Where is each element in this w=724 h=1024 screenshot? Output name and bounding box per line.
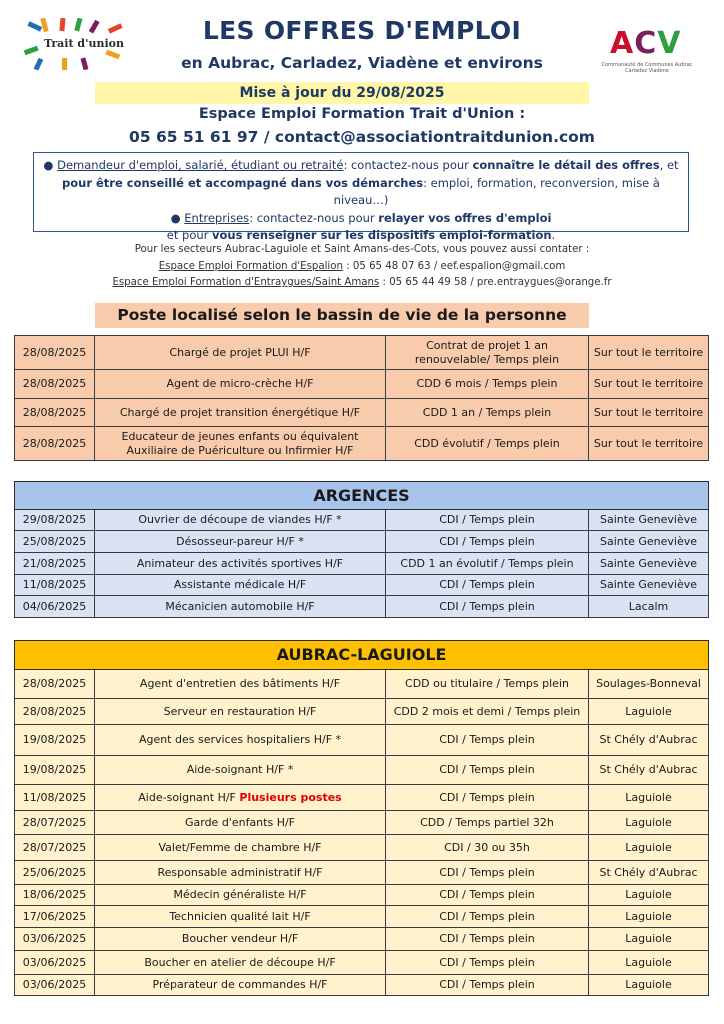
job-date: 04/06/2025	[15, 596, 95, 618]
job-contract: CDI / Temps plein	[386, 885, 589, 906]
info-jobseekers-link: Demandeur d'emploi, salarié, étudiant ou retraité	[57, 158, 344, 172]
job-title-text: Educateur de jeunes enfants ou équivalent Auxiliaire de Puériculture ou Infirmier H/F	[121, 429, 359, 457]
job-contract: CDI / Temps plein	[386, 785, 589, 811]
job-date: 28/08/2025	[15, 370, 95, 399]
job-title-text: Agent d'entretien des bâtiments H/F	[139, 677, 341, 690]
organization-name: Espace Emploi Formation Trait d'Union :	[198, 106, 526, 122]
table-row	[15, 785, 709, 811]
job-title-text: Boucher en atelier de découpe H/F	[144, 955, 336, 969]
job-title	[95, 399, 386, 427]
job-contract: CDD ou titulaire / Temps plein	[386, 670, 589, 699]
table-row	[15, 928, 709, 951]
alt-contact-espalion	[80, 259, 644, 276]
entraygues-details: : 05 65 44 49 58 / pre.entraygues@orange.fr	[379, 277, 612, 288]
acv-logo-subtitle: Communauté de Communes Aubrac Carladez Viadène	[601, 62, 693, 74]
job-contract: CDI / 30 ou 35h	[386, 835, 589, 861]
job-location: Sainte Geneviève	[589, 575, 709, 596]
table-row	[15, 336, 709, 370]
info-companies-link: Entreprises	[184, 210, 250, 225]
table-row	[15, 951, 709, 975]
info-text: , et	[659, 158, 679, 172]
page-title: LES OFFRES D'EMPLOI	[202, 16, 522, 45]
job-contract: CDD 1 an / Temps plein	[386, 399, 589, 427]
job-date: 28/08/2025	[15, 427, 95, 461]
job-location: Sur tout le territoire	[589, 370, 709, 399]
job-date: 25/06/2025	[15, 861, 95, 885]
table-row	[15, 670, 709, 699]
section-title-aubrac-laguiole: AUBRAC-LAGUIOLE	[15, 641, 709, 670]
job-date: 29/08/2025	[15, 510, 95, 531]
table-row	[15, 725, 709, 756]
info-box	[33, 152, 689, 242]
job-title	[95, 928, 386, 951]
job-location: Laguiole	[589, 835, 709, 861]
job-title-text: Agent de micro-crèche H/F	[166, 377, 314, 390]
job-title	[95, 725, 386, 756]
job-title-text: Aide-soignant H/F	[138, 790, 240, 804]
job-contract: CDI / Temps plein	[386, 575, 589, 596]
job-title	[95, 510, 386, 531]
job-contract: CDI / Temps plein	[386, 725, 589, 756]
table-row	[15, 370, 709, 399]
job-title-text: Mécanicien automobile H/F	[165, 599, 315, 613]
job-contract: CDD / Temps partiel 32h	[386, 811, 589, 835]
info-line-3: ● Entreprises: contactez-nous pour relayer vos offres d'emploi	[170, 210, 552, 225]
job-date: 11/08/2025	[15, 575, 95, 596]
table-row	[15, 427, 709, 461]
job-date: 03/06/2025	[15, 975, 95, 996]
table-row	[15, 531, 709, 553]
job-title	[95, 885, 386, 906]
job-contract: CDI / Temps plein	[386, 756, 589, 785]
job-location: Sainte Geneviève	[589, 531, 709, 553]
info-text: et pour	[166, 228, 213, 242]
job-title	[95, 531, 386, 553]
page-subtitle: en Aubrac, Carladez, Viadène et environs	[181, 54, 543, 72]
job-title	[95, 861, 386, 885]
job-location: Laguiole	[589, 785, 709, 811]
job-location: Sainte Geneviève	[589, 553, 709, 575]
info-text: : emploi, formation, reconversion, mise à niveau…)	[333, 175, 660, 207]
table-argences	[14, 481, 709, 618]
section-title-argences: ARGENCES	[15, 482, 709, 510]
job-title	[95, 670, 386, 699]
job-contract: CDI / Temps plein	[386, 596, 589, 618]
job-title	[95, 951, 386, 975]
table-row	[15, 861, 709, 885]
job-date: 11/08/2025	[15, 785, 95, 811]
job-contract: CDD 1 an évolutif / Temps plein	[386, 553, 589, 575]
job-contract: CDI / Temps plein	[386, 975, 589, 996]
alt-contact-entraygues	[80, 275, 644, 292]
job-title-text: Chargé de projet PLUI H/F	[169, 345, 311, 359]
job-location: Laguiole	[589, 885, 709, 906]
job-title	[95, 336, 386, 370]
info-bold: pour être conseillé et accompagné dans vos démarches	[62, 175, 424, 190]
trait-d-union-logo-text: Trait d'union	[44, 37, 124, 50]
job-date: 25/08/2025	[15, 531, 95, 553]
table-row	[15, 975, 709, 996]
job-title-text: Préparateur de commandes H/F	[152, 978, 328, 991]
job-date: 18/06/2025	[15, 885, 95, 906]
job-title-text: Valet/Femme de chambre H/F	[158, 840, 322, 854]
job-contract: CDD 6 mois / Temps plein	[386, 370, 589, 399]
job-title	[95, 596, 386, 618]
alternative-contacts	[80, 242, 644, 292]
job-location: Laguiole	[589, 906, 709, 928]
job-title	[95, 699, 386, 725]
job-date: 28/07/2025	[15, 811, 95, 835]
job-date: 28/07/2025	[15, 835, 95, 861]
table-row	[15, 811, 709, 835]
job-location: St Chély d'Aubrac	[589, 725, 709, 756]
job-multiple-positions-badge: Plusieurs postes	[239, 790, 342, 804]
job-title	[95, 575, 386, 596]
table-row	[15, 699, 709, 725]
job-date: 21/08/2025	[15, 553, 95, 575]
job-date: 28/08/2025	[15, 336, 95, 370]
espalion-link[interactable]: Espace Emploi Formation d'Espalion	[158, 260, 343, 272]
job-contract: CDI / Temps plein	[386, 951, 589, 975]
table-row	[15, 575, 709, 596]
job-title	[95, 553, 386, 575]
job-contract: CDI / Temps plein	[386, 510, 589, 531]
update-date: Mise à jour du 29/08/2025	[95, 82, 589, 104]
entraygues-link[interactable]: Espace Emploi Formation d'Entraygues/Saint Amans	[112, 277, 380, 288]
job-date: 28/08/2025	[15, 670, 95, 699]
job-title	[95, 785, 386, 811]
job-location: St Chély d'Aubrac	[589, 861, 709, 885]
job-contract: CDD évolutif / Temps plein	[386, 427, 589, 461]
job-title-text: Assistante médicale H/F	[173, 578, 307, 591]
job-contract: CDI / Temps plein	[386, 531, 589, 553]
job-date: 19/08/2025	[15, 756, 95, 785]
job-title-text: Aide-soignant H/F *	[186, 763, 294, 776]
acv-logo-letters: ACV	[610, 26, 682, 61]
job-title-text: Médecin généraliste H/F	[173, 888, 307, 901]
trait-d-union-logo	[22, 18, 132, 70]
info-line-2	[40, 175, 682, 210]
job-title	[95, 756, 386, 785]
section-title-territory: Poste localisé selon le bassin de vie de la personne	[95, 303, 589, 328]
espalion-details: : 05 65 48 07 63 / eef.espalion@gmail.com	[342, 260, 566, 272]
info-text: : contactez-nous pour	[249, 210, 379, 225]
job-title	[95, 835, 386, 861]
organization-contact: 05 65 51 61 97 / contact@associationtraitdunion.com	[129, 128, 595, 146]
job-contract: Contrat de projet 1 an renouvelable/ Temps plein	[386, 336, 589, 370]
table-row	[15, 756, 709, 785]
job-date: 03/06/2025	[15, 951, 95, 975]
table-row	[15, 553, 709, 575]
job-title-text: Désosseur-pareur H/F *	[176, 534, 304, 548]
job-title-text: Garde d'enfants H/F	[184, 815, 296, 829]
table-row	[15, 510, 709, 531]
table-territory	[14, 335, 709, 461]
job-title	[95, 906, 386, 928]
job-location: Soulages-Bonneval	[589, 670, 709, 699]
table-row	[15, 885, 709, 906]
alt-contact-intro: Pour les secteurs Aubrac-Laguiole et Saint Amans-des-Cots, vous pouvez aussi contater :	[134, 244, 590, 255]
info-text: : contactez-nous pour	[343, 158, 473, 172]
job-title-text: Technicien qualité lait H/F	[169, 909, 311, 923]
job-location: Sur tout le territoire	[589, 427, 709, 461]
job-contract: CDD 2 mois et demi / Temps plein	[386, 699, 589, 725]
job-title	[95, 811, 386, 835]
job-date: 03/06/2025	[15, 928, 95, 951]
job-title-text: Serveur en restauration H/F	[163, 704, 317, 718]
job-title	[95, 370, 386, 399]
table-row	[15, 399, 709, 427]
job-location: St Chély d'Aubrac	[589, 756, 709, 785]
acv-logo	[592, 26, 702, 74]
job-location: Lacalm	[589, 596, 709, 618]
job-title-text: Boucher vendeur H/F	[181, 932, 299, 945]
job-location: Laguiole	[589, 951, 709, 975]
job-title-text: Responsable administratif H/F	[157, 865, 323, 879]
job-location: Laguiole	[589, 975, 709, 996]
info-bold: vous renseigner sur les dispositifs emploi-formation	[212, 228, 552, 242]
job-title-text: Animateur des activités sportives H/F	[136, 556, 344, 570]
job-location: Laguiole	[589, 811, 709, 835]
job-location: Laguiole	[589, 928, 709, 951]
job-title-text: Chargé de projet transition énergétique H/F	[119, 405, 361, 419]
job-contract: CDI / Temps plein	[386, 906, 589, 928]
job-date: 19/08/2025	[15, 725, 95, 756]
job-title-text: Ouvrier de découpe de viandes H/F *	[138, 513, 342, 526]
info-line-1: ● Demandeur d'emploi, salarié, étudiant ou retraité: contactez-nous pour connaître le détail des offres, et	[43, 158, 679, 172]
table-row	[15, 835, 709, 861]
table-aubrac-laguiole	[14, 640, 709, 996]
table-row	[15, 596, 709, 618]
job-date: 17/06/2025	[15, 906, 95, 928]
job-location: Sur tout le territoire	[589, 336, 709, 370]
job-title	[95, 975, 386, 996]
job-contract: CDI / Temps plein	[386, 861, 589, 885]
job-date: 28/08/2025	[15, 399, 95, 427]
info-text: .	[551, 228, 556, 242]
job-date: 28/08/2025	[15, 699, 95, 725]
info-bold: connaître le détail des offres	[472, 158, 660, 172]
job-location: Sur tout le territoire	[589, 399, 709, 427]
job-title-text: Agent des services hospitaliers H/F *	[138, 733, 342, 746]
job-contract: CDI / Temps plein	[386, 928, 589, 951]
job-location: Sainte Geneviève	[589, 510, 709, 531]
job-location: Laguiole	[589, 699, 709, 725]
table-row	[15, 906, 709, 928]
info-bold: relayer vos offres d'emploi	[378, 210, 552, 225]
job-title	[95, 427, 386, 461]
